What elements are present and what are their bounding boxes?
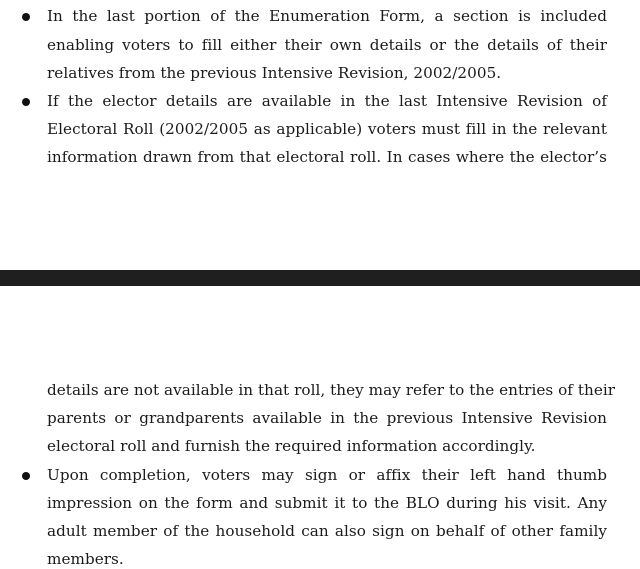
text-line: impression on the form and submit it to the BLO during his visit. Any	[47, 494, 607, 512]
text-line: If the elector details are available in the last Intensive Revision of	[47, 92, 607, 110]
text-line: members.	[47, 550, 124, 568]
text-line: enabling voters to fill either their own details or the details of their	[47, 36, 607, 54]
text-line: Electoral Roll (2002/2005 as applicable) voters must fill in the relevant	[47, 120, 607, 138]
bullet-point	[22, 98, 30, 106]
text-line: In the last portion of the Enumeration Form, a section is included	[47, 7, 607, 25]
document-page-bottom	[0, 286, 640, 569]
text-line: relatives from the previous Intensive Revision, 2002/2005.	[47, 64, 502, 82]
text-line: Upon completion, voters may sign or affix their left hand thumb	[47, 466, 607, 484]
text-line: details are not available in that roll, they may refer to the entries of their	[47, 381, 616, 399]
bullet-point	[22, 472, 30, 480]
page-break-bar	[0, 270, 640, 286]
text-line: adult member of the household can also sign on behalf of other family	[47, 522, 607, 540]
bullet-point	[22, 13, 30, 21]
text-line: electoral roll and furnish the required information accordingly.	[47, 437, 536, 455]
document-page-top	[0, 0, 640, 270]
text-line: parents or grandparents available in the previous Intensive Revision	[47, 409, 607, 427]
text-line: information drawn from that electoral roll. In cases where the elector’s	[47, 148, 607, 166]
